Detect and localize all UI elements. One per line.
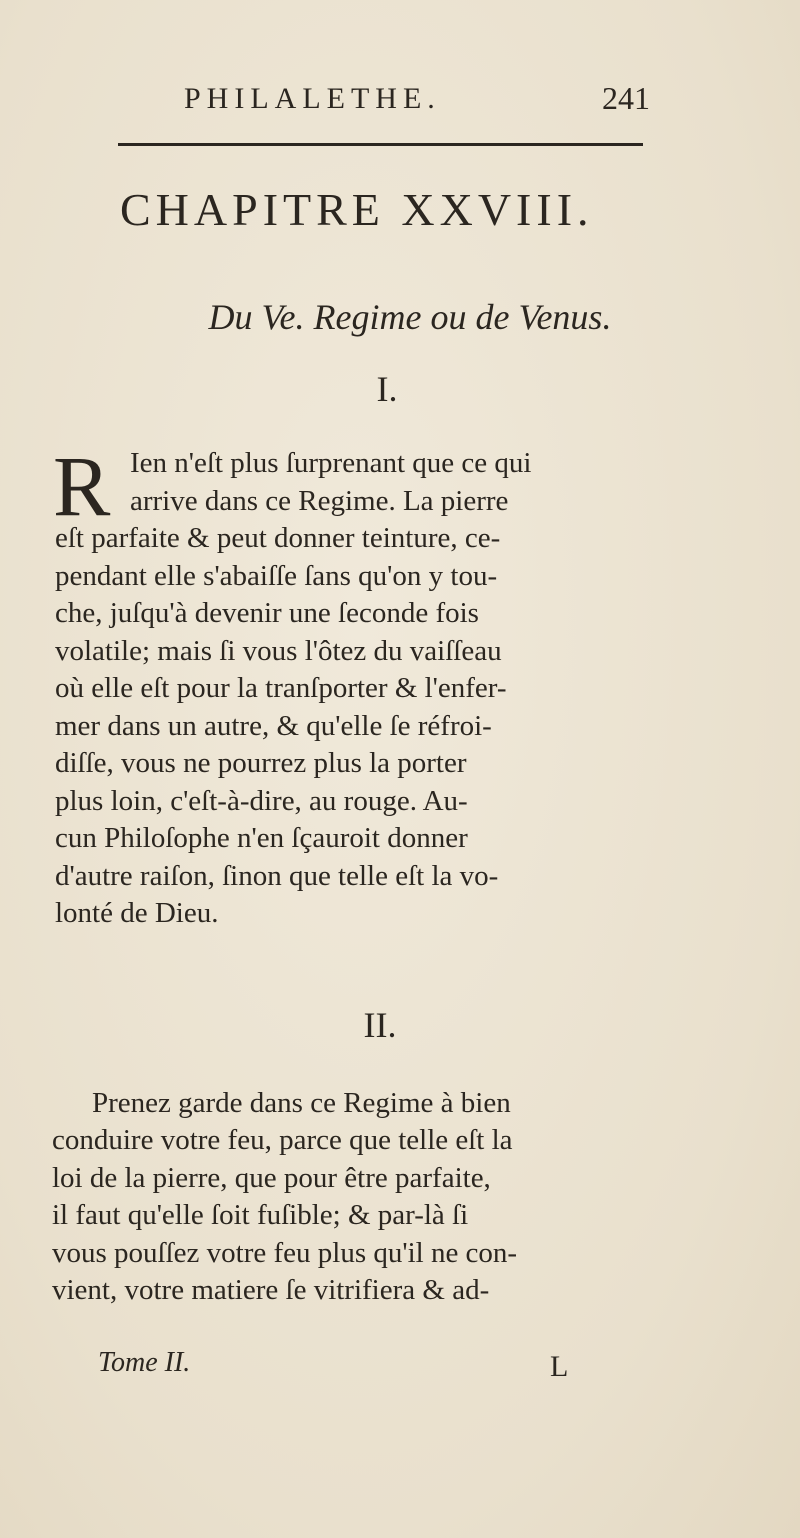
text-line: eſt parfaite & peut donner teinture, ce- [55, 522, 501, 554]
text-line: volatile; mais ſi vous l'ôtez du vaiſſeau [55, 634, 502, 667]
signature-mark: L [550, 1350, 569, 1383]
drop-cap: R [53, 438, 111, 534]
text-line: où elle eſt pour la tranſporter & l'enfer- [55, 672, 507, 704]
text-line: loi de la pierre, que pour être parfaite, [52, 1161, 491, 1194]
text-line: plus loin, c'eſt-à-dire, au rouge. Au- [55, 784, 468, 817]
text-line: vous pouſſez votre feu plus qu'il ne con- [52, 1236, 518, 1269]
volume-mark: Tome II. [98, 1347, 191, 1378]
section-number-1: I. [376, 369, 398, 409]
running-title: PHILALETHE. [184, 82, 441, 115]
text-line: arrive dans ce Regime. La pierre [130, 484, 509, 517]
text-line: il faut qu'elle ſoit fuſible; & par-là ſi [52, 1199, 469, 1231]
text-line: d'autre raiſon, ſinon que telle eſt la vo- [55, 859, 499, 892]
running-head [180, 78, 650, 118]
chapter-subtitle: Du Ve. Regime ou de Venus. [208, 297, 612, 337]
text-line: conduire votre feu, parce que telle eſt la [52, 1124, 513, 1156]
text-line: Ien n'eſt plus ſurprenant que ce qui [130, 447, 532, 479]
paragraph-2a [92, 1085, 511, 1123]
paragraph-1b [55, 520, 507, 933]
text-line: diſſe, vous ne pourrez plus la porter [55, 747, 467, 779]
text-line: mer dans un autre, & qu'elle ſe réfroi- [55, 709, 492, 742]
text-line: pendant elle s'abaiſſe ſans qu'on y tou- [55, 559, 498, 592]
paragraph-1a [130, 445, 531, 520]
text-line: Prenez garde dans ce Regime à bien [92, 1087, 511, 1119]
paragraph-2b [52, 1122, 517, 1310]
text-line: lonté de Dieu. [55, 897, 219, 929]
page-number: 241 [602, 80, 650, 116]
text-line: che, juſqu'à devenir une ſeconde fois [55, 597, 479, 629]
text-line: vient, votre matiere ſe vitrifiera & ad- [52, 1274, 490, 1306]
chapter-title: CHAPITRE XXVIII. [120, 184, 594, 235]
header-rule [118, 143, 643, 146]
text-line: cun Philoſophe n'en ſçauroit donner [55, 822, 468, 854]
section-number-2: II. [363, 1005, 397, 1045]
